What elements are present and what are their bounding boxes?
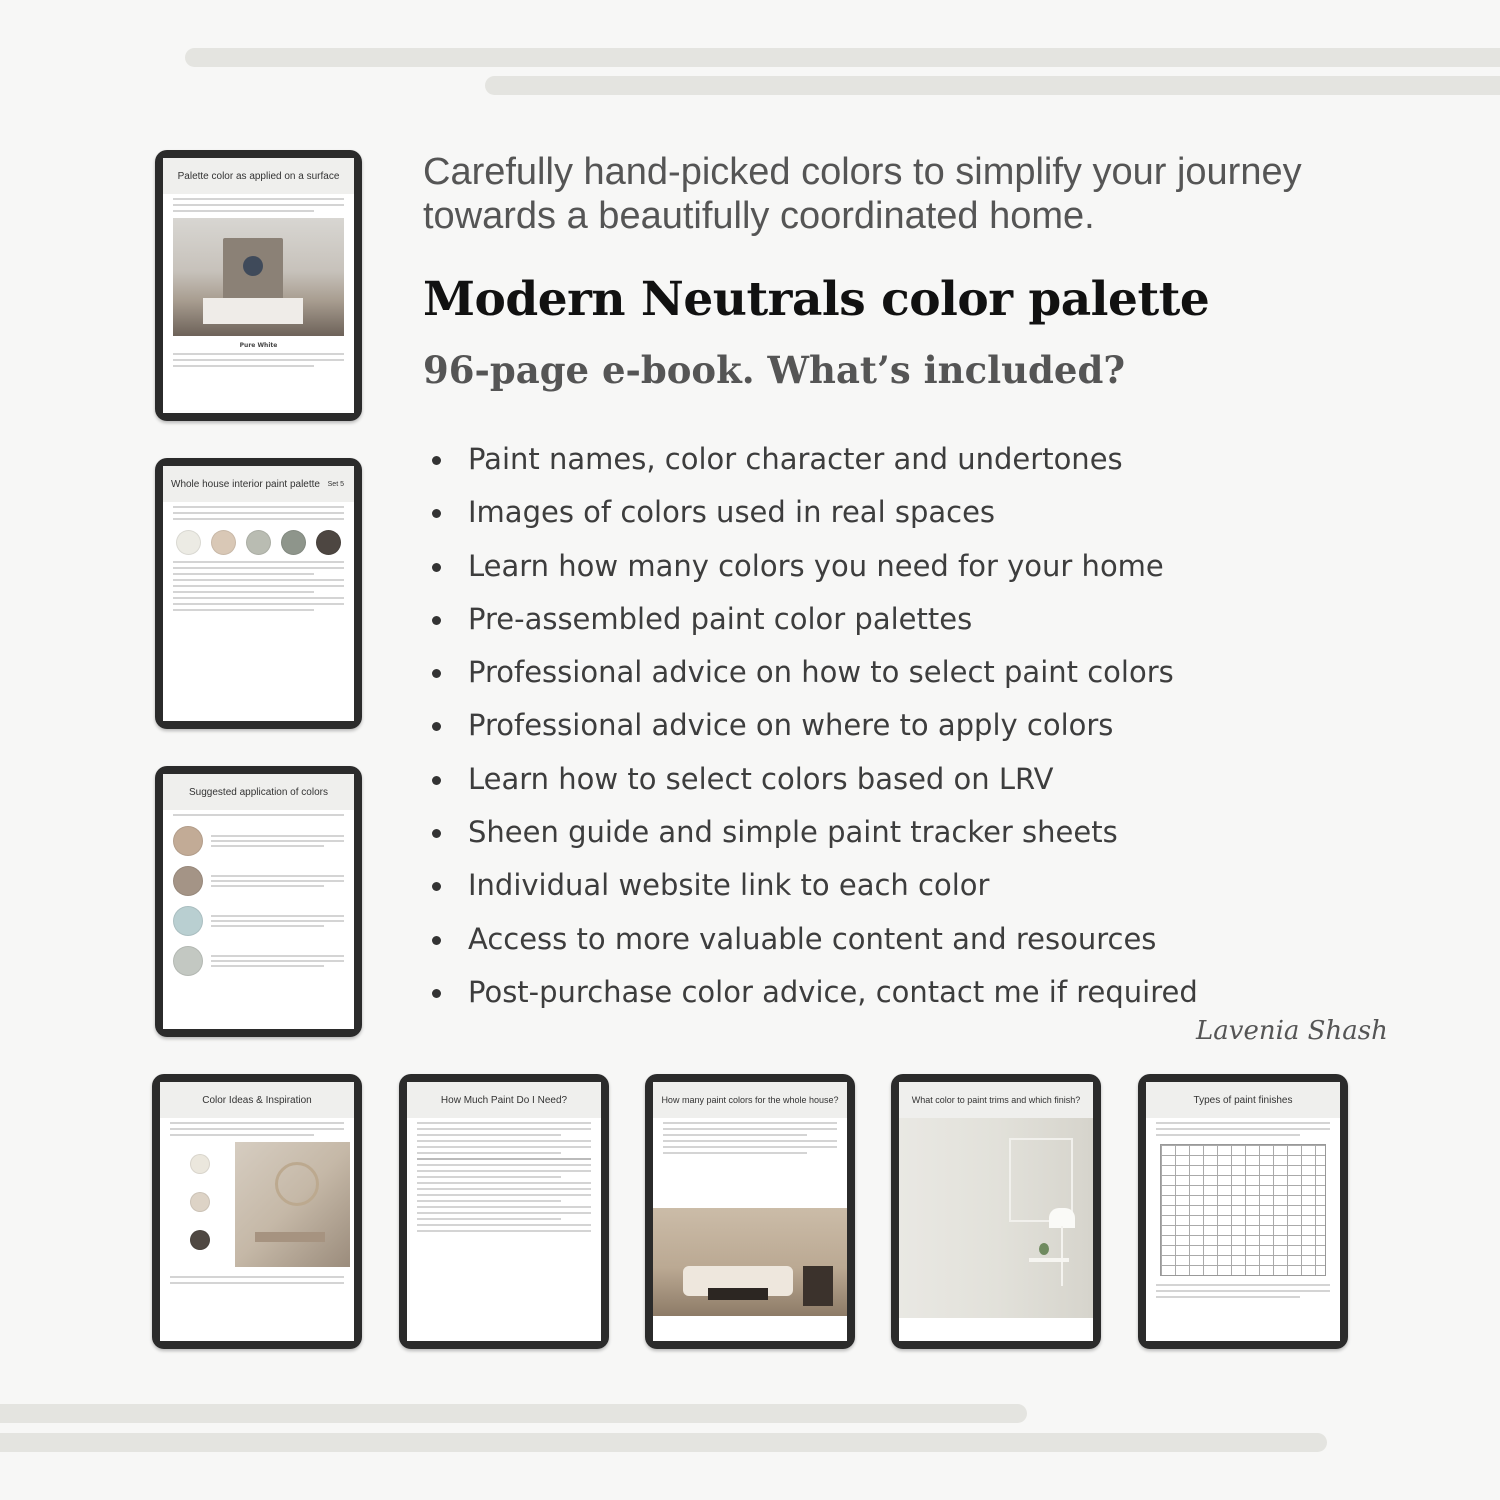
- preview-how-much-screen: [407, 1082, 601, 1341]
- swatch-2: [211, 530, 236, 555]
- preview-suggested-tablet: [155, 766, 362, 1037]
- preview-finishes-tablet: [1138, 1074, 1348, 1349]
- preview-how-many-title: How many paint colors for the whole house?: [653, 1082, 847, 1118]
- preview-ideas-tablet: [152, 1074, 362, 1349]
- top-bar-1: [185, 48, 1500, 67]
- suggested-swatch-4: [173, 946, 203, 976]
- tagline: Carefully hand-picked colors to simplify your journey towards a beautifully coordinated home.: [423, 151, 1302, 237]
- bottom-bar-1: [0, 1404, 1027, 1423]
- preview-suggested-screen: [163, 774, 354, 1029]
- finishes-table: [1160, 1144, 1326, 1276]
- preview-trims-tablet: [891, 1074, 1101, 1349]
- preview-ideas-screen: [160, 1082, 354, 1341]
- swatch-3: [246, 530, 271, 555]
- feature-item: Professional advice on how to select paint colors: [430, 651, 1198, 704]
- preview-suggested-title: Suggested application of colors: [163, 774, 354, 810]
- bedroom-photo: [173, 218, 344, 336]
- page-title: Modern Neutrals color palette: [423, 272, 1210, 327]
- feature-item: Sheen guide and simple paint tracker sheets: [430, 811, 1198, 864]
- preview-finishes-screen: [1146, 1082, 1340, 1341]
- feature-item: Post-purchase color advice, contact me if required: [430, 971, 1198, 1024]
- feature-item: Paint names, color character and undertones: [430, 438, 1198, 491]
- feature-item: Learn how many colors you need for your home: [430, 545, 1198, 598]
- swatch-1: [176, 530, 201, 555]
- top-bar-2: [485, 76, 1500, 95]
- preview-surface-title: Palette color as applied on a surface: [163, 158, 354, 194]
- preview-trims-screen: [899, 1082, 1093, 1341]
- feature-item: Access to more valuable content and resources: [430, 918, 1198, 971]
- suggested-swatch-2: [173, 866, 203, 896]
- feature-item: Individual website link to each color: [430, 864, 1198, 917]
- ideas-swatch-2: [190, 1192, 210, 1212]
- preview-surface-screen: [163, 158, 354, 413]
- preview-how-many-tablet: [645, 1074, 855, 1349]
- swatch-4: [281, 530, 306, 555]
- bottom-bar-2: [0, 1433, 1327, 1452]
- suggested-swatch-1: [173, 826, 203, 856]
- feature-item: Pre-assembled paint color palettes: [430, 598, 1198, 651]
- ideas-swatch-1: [190, 1154, 210, 1174]
- feature-list: [430, 438, 1198, 1024]
- preview-finishes-title: Types of paint finishes: [1146, 1082, 1340, 1118]
- preview-how-much-tablet: [399, 1074, 609, 1349]
- page-subtitle: 96-page e-book. What’s included?: [423, 348, 1126, 392]
- preview-whole-house-title: Whole house interior paint palette Set 5: [163, 466, 354, 502]
- preview-whole-house-tablet: [155, 458, 362, 729]
- preview-surface-tablet: [155, 150, 362, 421]
- feature-item: Images of colors used in real spaces: [430, 491, 1198, 544]
- signature: Lavenia Shash: [1196, 1016, 1388, 1046]
- preview-how-many-screen: [653, 1082, 847, 1341]
- living-room-photo: [653, 1208, 847, 1316]
- preview-ideas-title: Color Ideas & Inspiration: [160, 1082, 354, 1118]
- feature-item: Professional advice on where to apply colors: [430, 704, 1198, 757]
- preview-surface-caption: Pure White: [239, 342, 278, 349]
- interior-photo: [235, 1142, 350, 1267]
- preview-trims-title: What color to paint trims and which finish?: [899, 1082, 1093, 1118]
- swatch-row: [171, 530, 346, 555]
- suggested-swatch-3: [173, 906, 203, 936]
- trims-photo: [899, 1118, 1093, 1318]
- preview-whole-house-screen: [163, 466, 354, 721]
- swatch-5: [316, 530, 341, 555]
- ideas-swatch-3: [190, 1230, 210, 1250]
- preview-how-much-title: How Much Paint Do I Need?: [407, 1082, 601, 1118]
- feature-item: Learn how to select colors based on LRV: [430, 758, 1198, 811]
